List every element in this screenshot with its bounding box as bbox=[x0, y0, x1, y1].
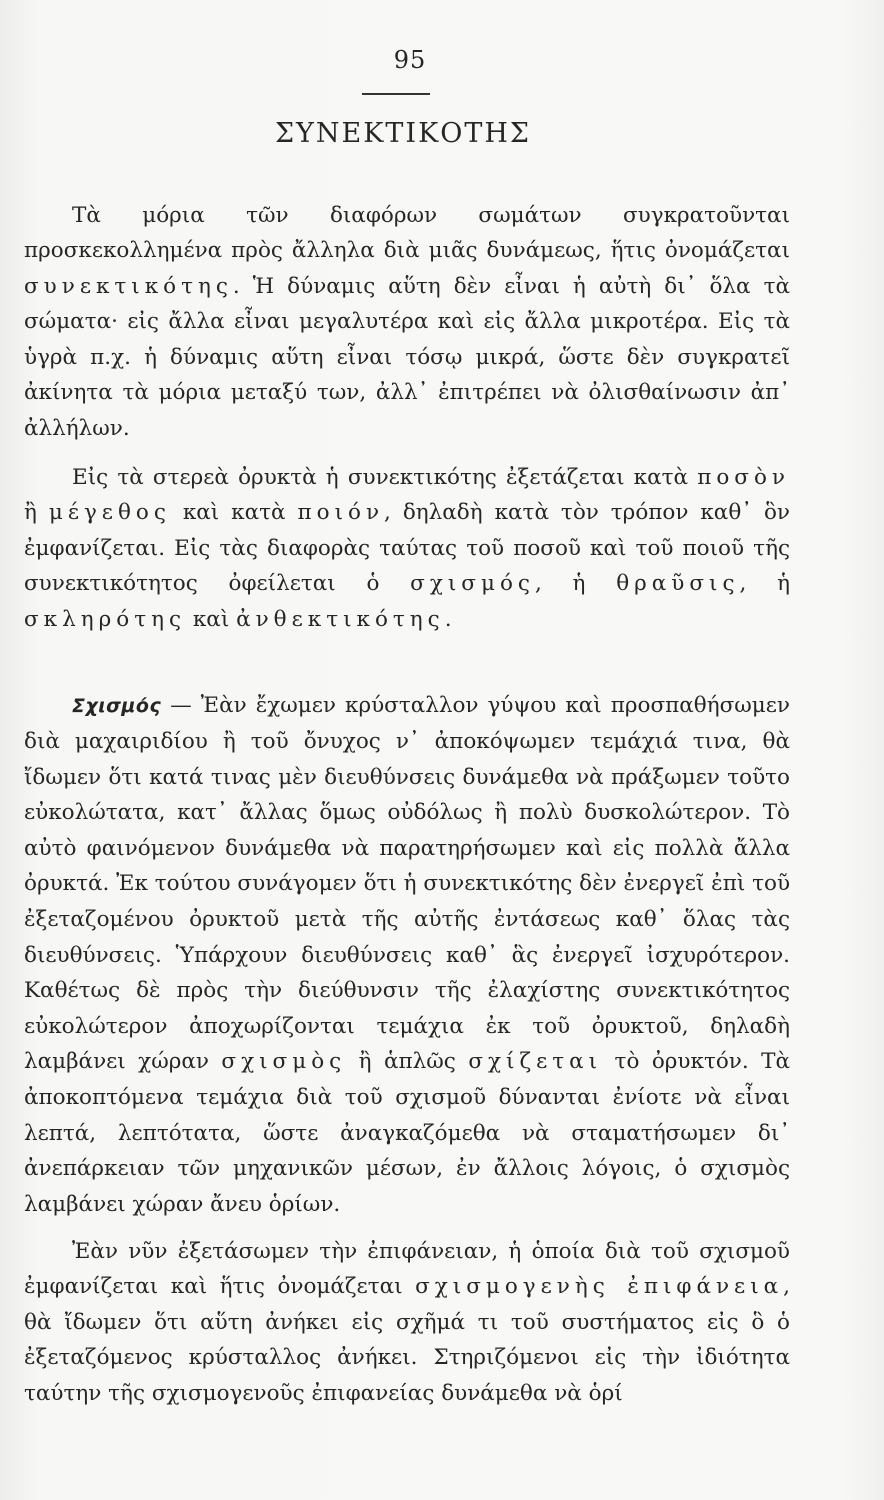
text-run: , θὰ ἴδωμεν ὅτι αὕτη ἀνήκει εἰς σχῆμά τι τοῦ συστήματος εἰς ὃ ὁ ἐξεταζόμενος κρύσταλλος ἀνήκει. Στηριζόμενοι εἰς τὴν ἰδιότητα ταύτην τῆς σχισμογενοῦς ἐπιφανείας δυνάμεθα νὰ ὁρί bbox=[24, 1274, 790, 1406]
spaced-term: σχισμογενὴς ἐπιφάνεια bbox=[415, 1274, 784, 1300]
text-run: καὶ bbox=[186, 606, 237, 632]
page-number: 95 bbox=[393, 46, 427, 74]
text-run: Ἐὰν νῦν ἐξετάσωμεν τὴν ἐπιφάνειαν, ἡ ὁποία διὰ τοῦ σχισμοῦ ἐμφανίζεται καὶ ἥτις ὀνομάζεται bbox=[24, 1238, 790, 1300]
spaced-term: σχισμός bbox=[410, 571, 535, 597]
spaced-term: σκληρότης bbox=[24, 606, 187, 632]
spaced-term: σχισμὸς bbox=[221, 1049, 347, 1075]
text-run: , δηλαδὴ κατὰ τὸν τρόπον καθ᾽ ὃν ἐμφανίζεται. Εἰς τὰς διαφορὰς ταύτας τοῦ ποσοῦ καὶ τοῦ ποιοῦ τῆς συνεκτικότητος ὀφείλεται ὁ bbox=[24, 500, 790, 597]
spaced-term: συνεκτικότης bbox=[24, 273, 233, 299]
text-run: , ἡ bbox=[739, 571, 790, 597]
text-run: . bbox=[444, 606, 452, 632]
text-run: — Ἐὰν ἔχωμεν κρύσταλλον γύψου καὶ προσπαθήσωμεν διὰ μαχαιριδίου ἢ τοῦ ὄνυχος ν᾽ ἀποκόψωμεν τεμάχιά τινα, θὰ ἴδωμεν ὅτι κατά τινας μὲν διευθύνσεις δυνάμεθα νὰ πράξωμεν τοῦτο εὐκολώτατα, κατ᾽ ἄλλας ὅμως οὐδόλως ἢ πολὺ δυσκολώτερον. Τὸ αὐτὸ φαινόμενον δυνάμεθα νὰ παρατηρήσωμεν καὶ εἰς πολλὰ ἄλλα ὀρυκτά. Ἐκ τούτου συνάγομεν ὅτι ἡ συνεκτικότης δὲν ἐνεργεῖ ἐπὶ τοῦ ἐξεταζομένου ὀρυκτοῦ μετὰ τῆς αὐτῆς ἐντάσεως καθ᾽ ὅλας τὰς διευθύνσεις. Ὑπάρχουν διευθύνσεις καθ᾽ ἃς ἐνεργεῖ ἰσχυρότερον. Καθέτως δὲ πρὸς τὴν διεύθυνσιν τῆς ἐλαχίστης συνεκτικότητος εὐκολώτερον ἀποχωρίζονται τεμάχια ἐκ τοῦ ὀρυκτοῦ, δηλαδὴ λαμβάνει χώραν bbox=[24, 692, 791, 1075]
text-run: Τὰ μόρια τῶν διαφόρων σωμάτων συγκρατοῦνται προσκεκολλημένα πρὸς ἄλληλα διὰ μιᾶς δυνάμεως, ἥτις ὀνομάζεται bbox=[24, 202, 790, 264]
text-run: Εἰς τὰ στερεὰ ὀρυκτὰ ἡ συνεκτικότης ἐξετάζεται κατὰ bbox=[72, 464, 698, 490]
spaced-term: μέγεθος bbox=[48, 500, 171, 526]
spaced-term: ἀνθεκτικότης bbox=[236, 606, 445, 632]
spaced-term: ποσὸν bbox=[697, 464, 790, 490]
section-heading-cleavage: Σχισμός bbox=[72, 694, 162, 717]
page-number-rule bbox=[362, 93, 430, 95]
text-run: , ἡ bbox=[534, 571, 617, 597]
paragraph-cohesion-solids bbox=[24, 460, 790, 638]
spaced-term: θραῦσις bbox=[616, 571, 740, 597]
paragraph-cohesion-intro bbox=[24, 198, 790, 447]
text-run: . Ἡ δύναμις αὕτη δὲν εἶναι ἡ αὐτὴ δι᾽ ὅλα τὰ σώματα· εἰς ἄλλα εἶναι μεγαλυτέρα καὶ εἰς ἄλλα μικροτέρα. Εἰς τὰ ὑγρὰ π.χ. ἡ δύναμις αὕτη εἶναι τόσῳ μικρά, ὥστε δὲν συγκρατεῖ ἀκίνητα τὰ μόρια μεταξύ των, ἀλλ᾽ ἐπιτρέπει νὰ ὀλισθαίνωσιν ἀπ᾽ ἀλλήλων. bbox=[24, 273, 790, 442]
text-run: καὶ κατὰ bbox=[170, 500, 298, 526]
paragraph-cleavage-surface bbox=[24, 1234, 790, 1412]
spaced-term: σχίζεται bbox=[468, 1049, 603, 1075]
paragraph-cleavage bbox=[24, 688, 790, 1223]
spaced-term: ποιόν bbox=[297, 500, 385, 526]
text-run: ἢ bbox=[24, 500, 49, 526]
text-run: ἢ ἁπλῶς bbox=[346, 1049, 469, 1075]
chapter-title: ΣΥΝΕΚΤΙΚΟΤΗΣ bbox=[274, 118, 532, 149]
text-run: τὸ ὀρυκτόν. Τὰ ἀποκοπτόμενα τεμάχια διὰ τοῦ σχισμοῦ δύνανται ἐνίοτε νὰ εἶναι λεπτά, λεπτότατα, ὥστε ἀναγκαζόμεθα νὰ σταματήσωμεν δι᾽ ἀνεπάρκειαν τῶν μηχανικῶν μέσων, ἐν ἄλλοις λόγοις, ὁ σχισμὸς λαμβάνει χώραν ἄνευ ὁρίων. bbox=[24, 1049, 790, 1217]
